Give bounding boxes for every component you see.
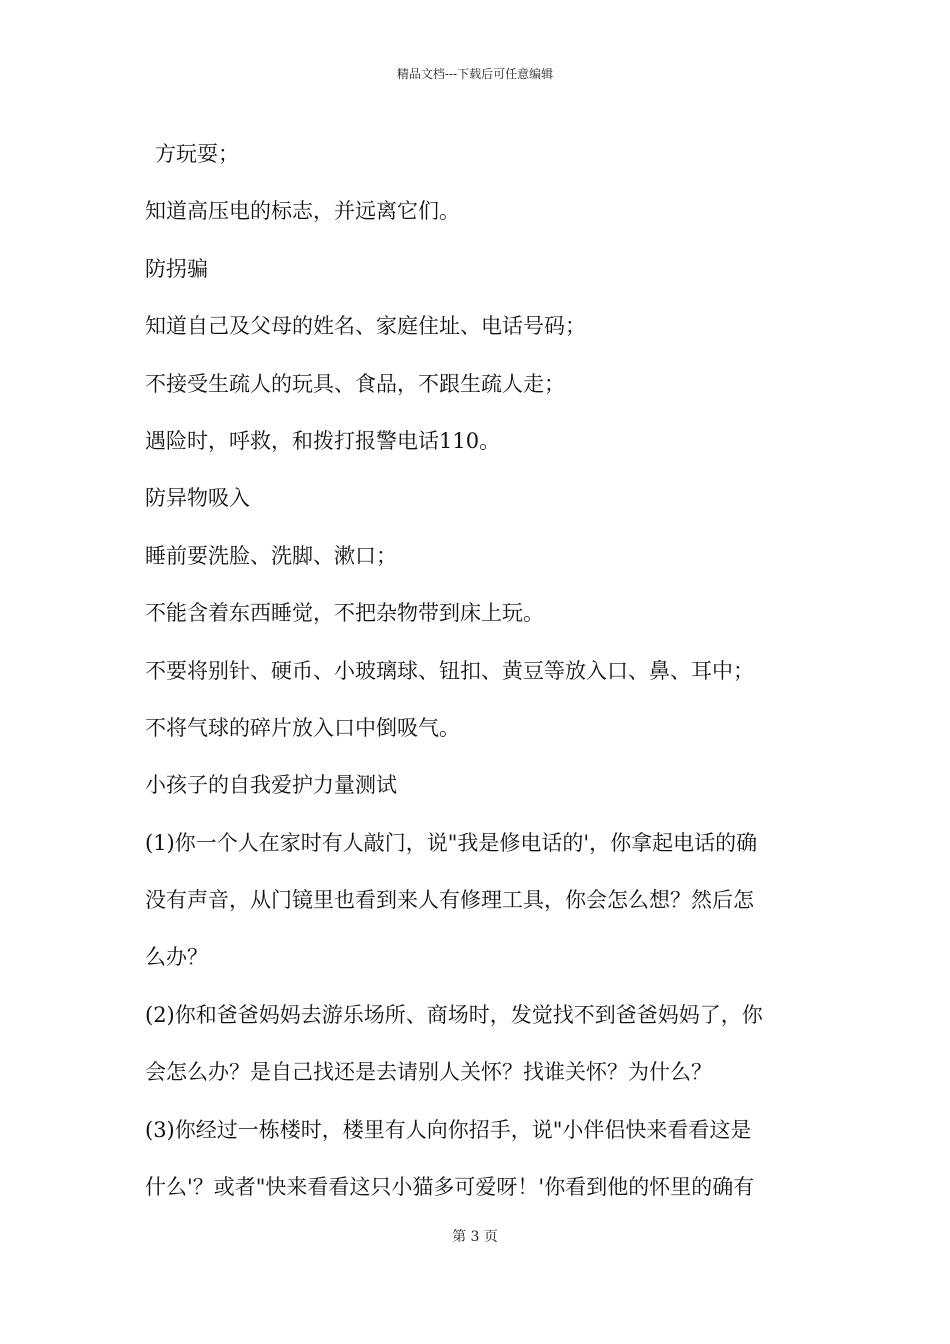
text-line: 不将气球的碎片放入口中倒吸气。 <box>145 715 460 740</box>
section-heading: 防拐骗 <box>145 256 208 281</box>
question-line: (1)你一个人在家时有人敲门，说"我是修电话的'，你拿起电话的确 <box>145 830 758 855</box>
question-line: (3)你经过一栋楼时，楼里有人向你招手，说"小伴侣快来看看这是 <box>145 1117 752 1142</box>
text-line: 不要将别针、硬币、小玻璃球、钮扣、黄豆等放入口、鼻、耳中； <box>145 658 754 683</box>
section-heading: 防异物吸入 <box>145 486 250 511</box>
document-body <box>145 126 813 1216</box>
page-header: 精品文档---下载后可任意编辑 <box>396 67 554 81</box>
text-line: 遇险时，呼救，和拨打报警电话110。 <box>145 428 501 453</box>
text-line: 方玩耍； <box>155 142 239 166</box>
text-line: 知道高压电的标志，并远离它们。 <box>145 199 460 224</box>
question-line: 会怎么办？是自己找还是去请别人关怀？找谁关怀？为什么？ <box>145 1060 712 1085</box>
section-heading: 小孩子的自我爱护力量测试 <box>145 773 397 798</box>
question-line: 什么'？或者"快来看看这只小猫多可爱呀！'你看到他的怀里的确有 <box>145 1175 755 1200</box>
question-line: 么办？ <box>145 945 208 970</box>
page-number: 第 3 页 <box>452 1229 498 1245</box>
text-line: 不能含着东西睡觉，不把杂物带到床上玩。 <box>145 601 544 626</box>
text-line: 不接受生疏人的玩具、食品，不跟生疏人走； <box>145 371 565 396</box>
text-line: 知道自己及父母的姓名、家庭住址、电话号码； <box>145 314 586 339</box>
question-line: (2)你和爸爸妈妈去游乐场所、商场时，发觉找不到爸爸妈妈了，你 <box>145 1002 763 1027</box>
question-line: 没有声音，从门镜里也看到来人有修理工具，你会怎么想？然后怎 <box>145 888 754 913</box>
text-line: 睡前要洗脸、洗脚、漱口； <box>145 543 397 568</box>
